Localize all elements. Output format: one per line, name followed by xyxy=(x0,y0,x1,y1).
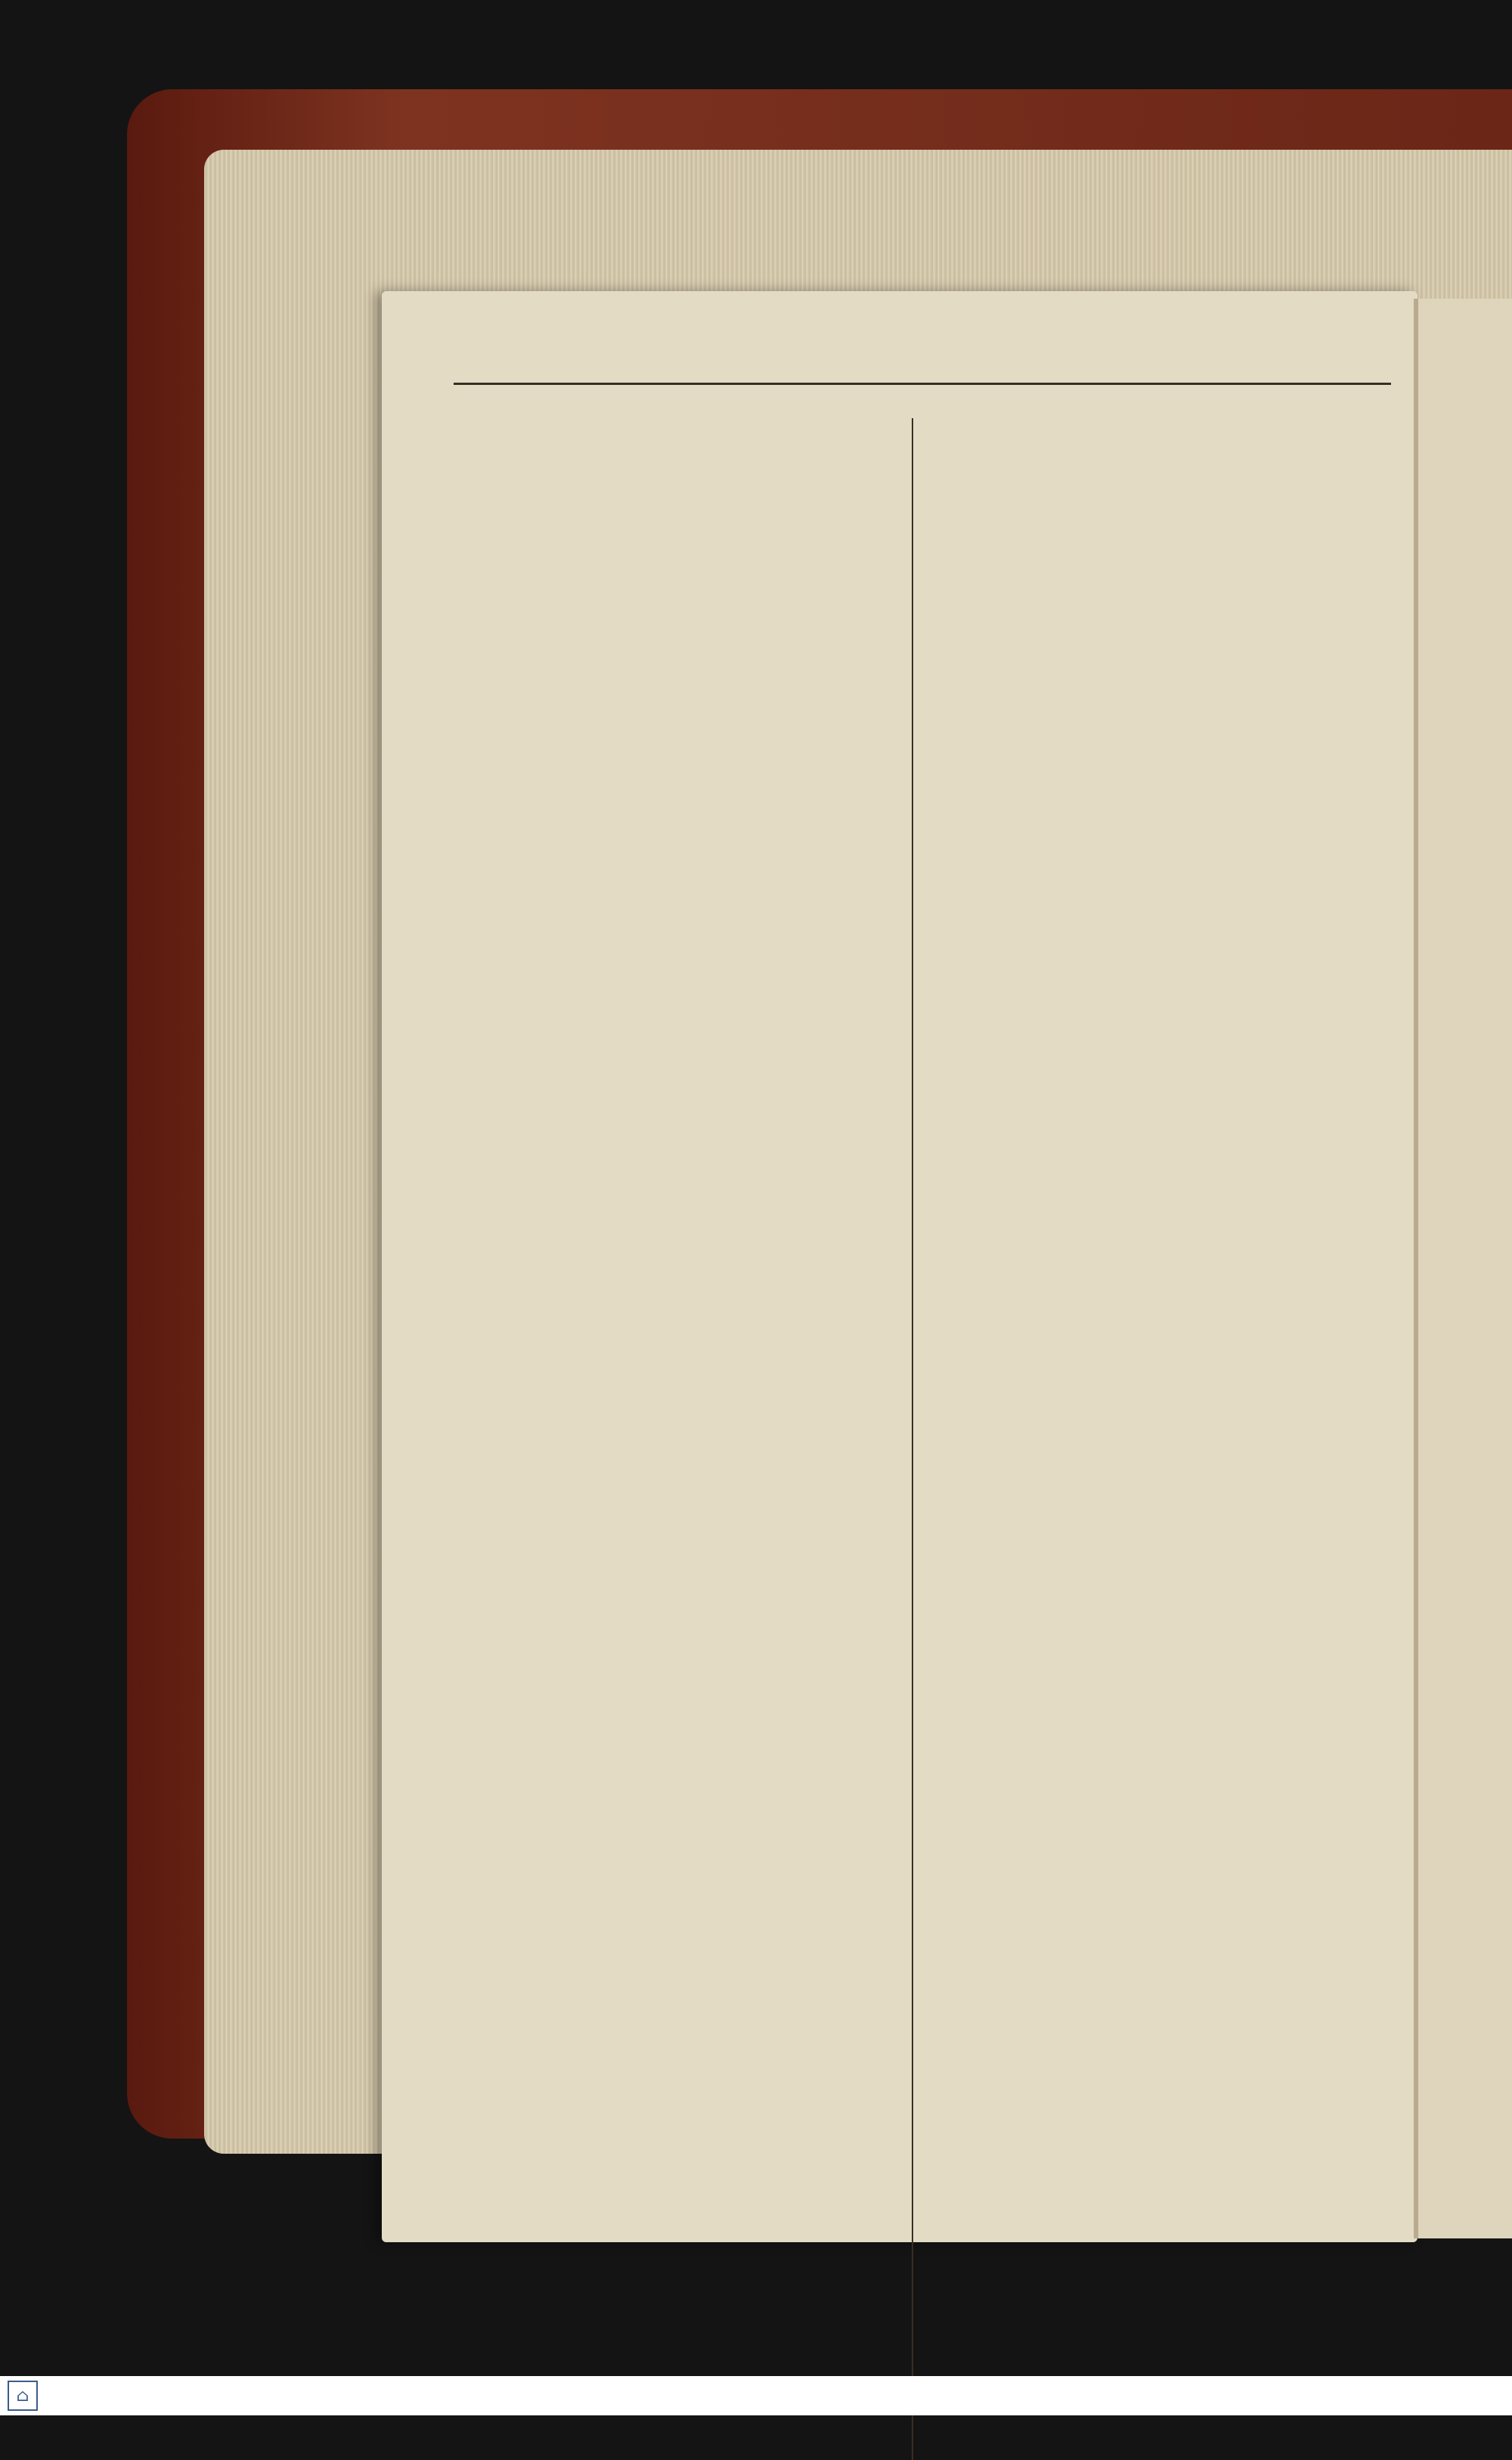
running-head xyxy=(454,378,1391,385)
footer-bar xyxy=(0,2376,1512,2415)
column-divider xyxy=(912,418,913,2460)
institution-logo-icon: ⌂ xyxy=(8,2381,38,2411)
left-page xyxy=(382,291,1418,2242)
facing-page-fragment xyxy=(1414,299,1512,2238)
